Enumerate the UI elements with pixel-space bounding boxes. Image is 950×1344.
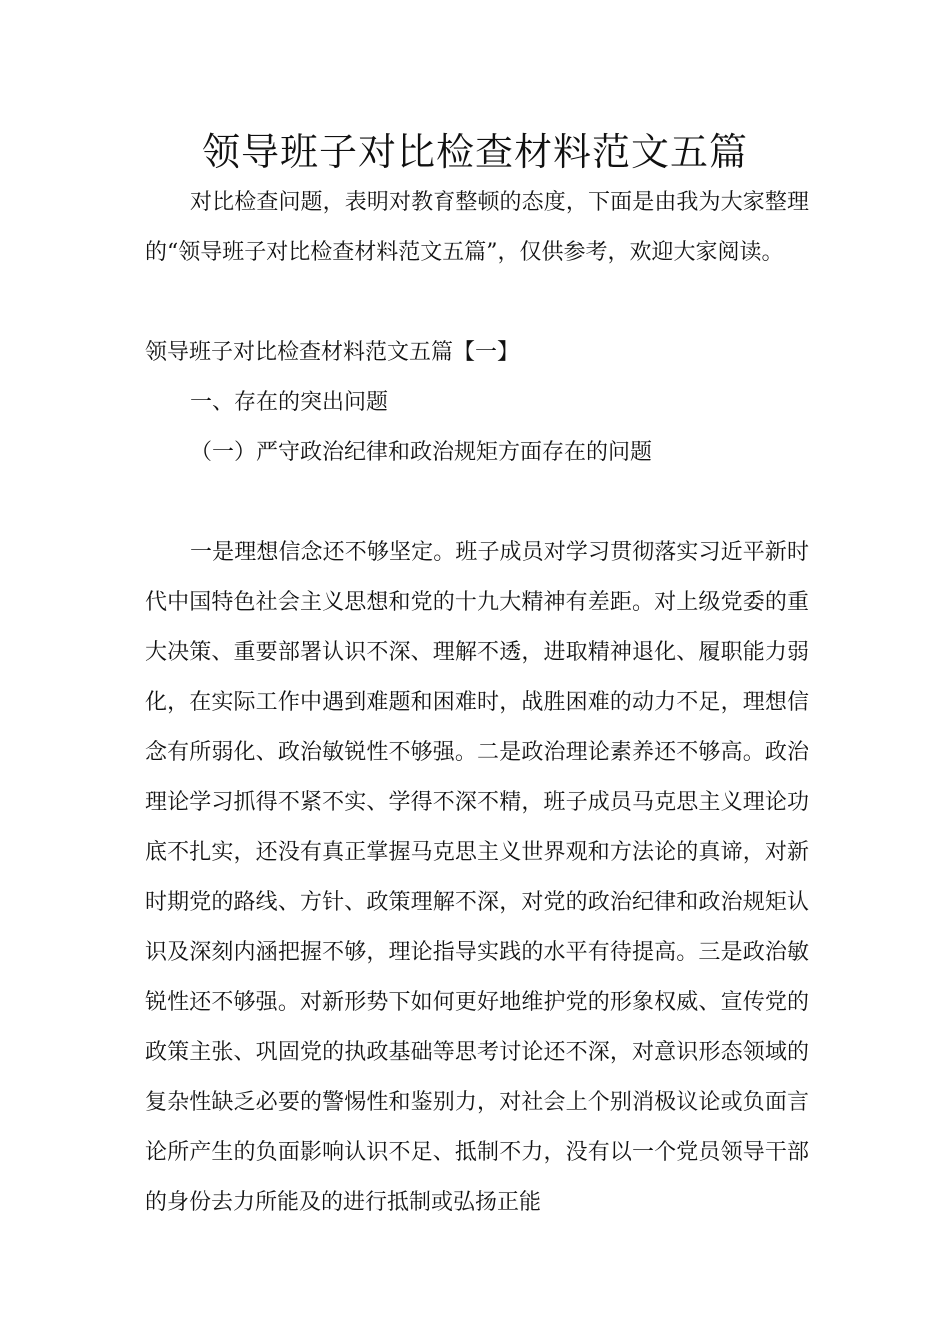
document-title: 领导班子对比检查材料范文五篇 <box>201 130 748 174</box>
heading-level-1: 一、存在的突出问题 <box>190 390 389 415</box>
body-paragraph: 一是理想信念还不够坚定。班子成员对学习贯彻落实习近平新时代中国特色社会主义思想和党的十九大精神有差距。对上级党委的重大决策、重要部署认识不深、理解不透，进取精神退化、履职能力弱化，在实际工作中遇到难题和困难时，战胜困难的动力不足，理想信念有所弱化、政治敏锐性不够强。二是政治理论素养还不够高。政治理论学习抓得不紧不实、学得不深不精，班子成员马克思主义理论功底不扎实，还没有真正掌握马克思主义世界观和方法论的真谛，对新时期党的路线、方针、政策理解不深，对党的政治纪律和政治规矩认识及深刻内涵把握不够，理论指导实践的水平有待提高。三是政治敏锐性还不够强。对新形势下如何更好地维护党的形象权威、宣传党的政策主张、巩固党的执政基础等思考讨论还不深，对意识形态领域的复杂性缺乏必要的警惕性和鉴别力，对社会上个别消极议论或负面言论所产生的负面影响认识不足、抵制不力，没有以一个党员领导干部的身份去力所能及的进行抵制或弘扬正能 <box>145 540 809 1215</box>
intro-paragraph: 对比检查问题，表明对教育整顿的态度，下面是由我为大家整理的“领导班子对比检查材料范文五篇”，仅供参考，欢迎大家阅读。 <box>145 190 809 265</box>
section-title: 领导班子对比检查材料范文五篇【一】 <box>145 340 520 365</box>
heading-level-2: （一）严守政治纪律和政治规矩方面存在的问题 <box>190 440 653 465</box>
